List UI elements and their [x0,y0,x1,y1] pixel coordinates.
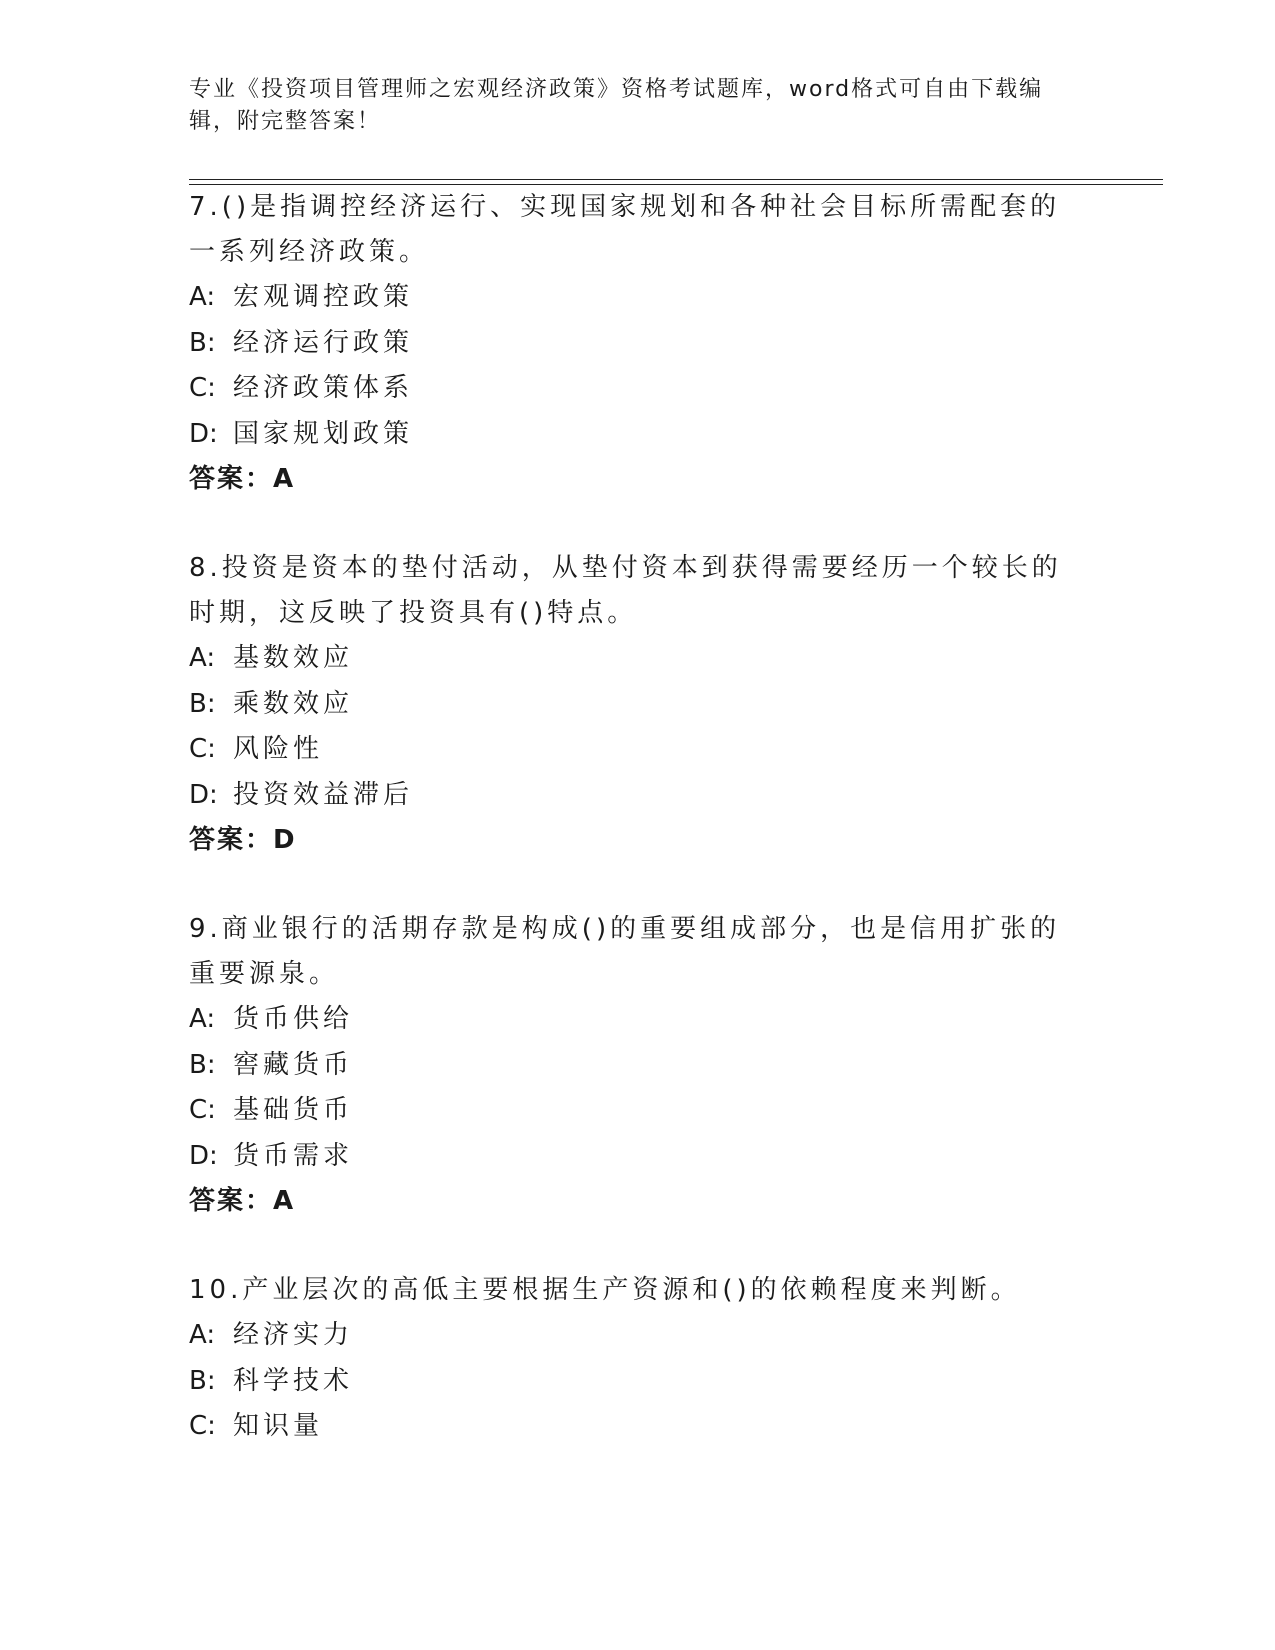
option-key: B: [189,688,216,719]
question-10 [189,1268,1069,1450]
option-text: 货币供给 [233,1004,354,1034]
option-b [189,321,1069,367]
option-text: 基础货币 [233,1095,354,1125]
option-key: B: [189,1049,216,1080]
answer-line: 答案：D [189,825,297,855]
option-text: 窖藏货币 [233,1049,354,1080]
option-text: 基数效应 [233,643,354,673]
option-text: 宏观调控政策 [233,282,414,312]
option-c [189,1088,1069,1134]
option-text: 风险性 [233,734,324,764]
option-d [189,1134,1069,1180]
document-header: 专业《投资项目管理师之宏观经济政策》资格考试题库，word格式可自由下载编辑，附完整答案！ [189,77,1044,134]
option-key: C: [189,1095,216,1125]
question-stem: 8.投资是资本的垫付活动，从垫付资本到获得需要经历一个较长的时期，这反映了投资具有()特点。 [189,553,1062,628]
option-key: C: [189,373,216,403]
option-a [189,1313,1069,1359]
option-text: 经济实力 [233,1320,354,1350]
option-b [189,1359,1069,1405]
option-a [189,997,1069,1043]
header-divider-top [189,179,1163,180]
option-key: B: [189,327,216,358]
option-key: D: [189,779,218,810]
option-text: 经济政策体系 [233,373,414,403]
option-text: 投资效益滞后 [233,779,414,810]
option-key: A: [189,1320,216,1350]
option-c [189,727,1069,773]
option-b [189,1043,1069,1089]
option-text: 乘数效应 [233,688,354,719]
answer-line: 答案：A [189,464,296,494]
option-key: B: [189,1365,216,1396]
question-stem: 9.商业银行的活期存款是构成()的重要组成部分，也是信用扩张的重要源泉。 [189,914,1061,989]
option-text: 科学技术 [233,1365,354,1396]
option-key: D: [189,1140,218,1171]
option-text: 经济运行政策 [233,327,414,358]
option-key: A: [189,1004,216,1034]
option-b [189,682,1069,728]
option-c [189,1404,1069,1450]
answer-line: 答案：A [189,1186,296,1216]
question-stem: 10.产业层次的高低主要根据生产资源和()的依赖程度来判断。 [189,1275,1021,1305]
option-key: A: [189,282,216,312]
option-key: C: [189,1411,216,1441]
option-key: C: [189,734,216,764]
option-c [189,366,1069,412]
question-7 [189,185,1069,502]
option-text: 国家规划政策 [233,418,414,449]
option-key: D: [189,418,218,449]
option-d [189,412,1069,458]
question-8 [189,546,1069,863]
option-a [189,275,1069,321]
option-a [189,636,1069,682]
option-d [189,773,1069,819]
option-text: 货币需求 [233,1140,354,1171]
question-9 [189,907,1069,1224]
question-stem: 7.()是指调控经济运行、实现国家规划和各种社会目标所需配套的一系列经济政策。 [189,192,1061,267]
option-text: 知识量 [233,1411,324,1441]
option-key: A: [189,643,216,673]
